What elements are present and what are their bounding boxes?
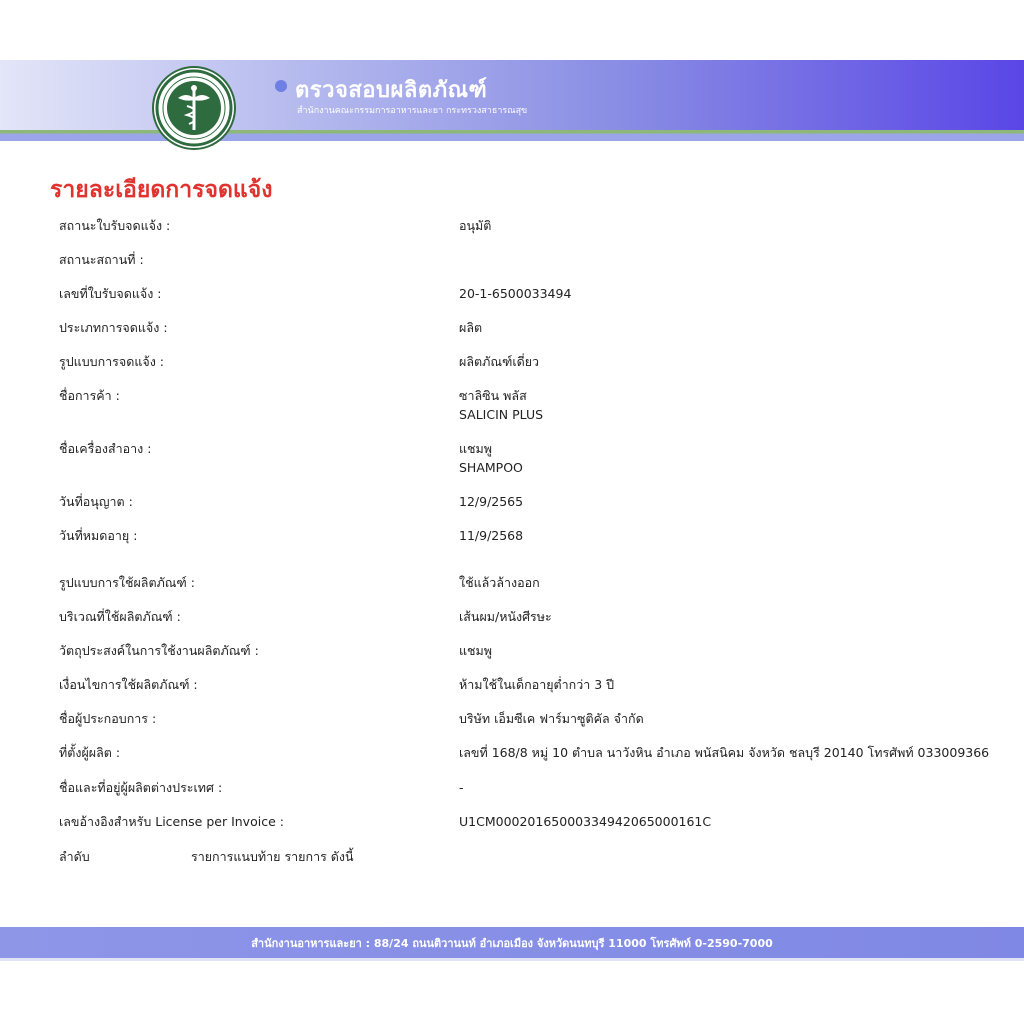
detail-value-en: SALICIN PLUS — [459, 407, 544, 422]
brand-dot-icon — [275, 80, 287, 92]
detail-value: 11/9/2568 — [459, 528, 524, 543]
detail-label: วัตถุประสงค์ในการใช้งานผลิตภัณฑ์ : — [59, 643, 259, 658]
detail-value: บริษัท เอ็มซีเค ฟาร์มาซูติคัล จำกัด — [459, 711, 644, 726]
seal-graphic-icon — [154, 68, 234, 148]
site-title[interactable]: ตรวจสอบผลิตภัณฑ์ — [295, 78, 488, 103]
detail-label: วันที่หมดอายุ : — [59, 528, 138, 543]
detail-value-th: ซาลิซิน พลัส — [459, 388, 527, 403]
page-title: รายละเอียดการจดแจ้ง — [50, 177, 273, 203]
attachment-text: รายการแนบท้าย รายการ ดังนี้ — [191, 849, 354, 864]
detail-label: ชื่อการค้า : — [59, 388, 120, 403]
detail-label: รูปแบบการจดแจ้ง : — [59, 354, 164, 369]
detail-value: - — [459, 780, 464, 795]
detail-value: ใช้แล้วล้างออก — [459, 575, 540, 590]
detail-label: บริเวณที่ใช้ผลิตภัณฑ์ : — [59, 609, 181, 624]
detail-label: ชื่อเครื่องสำอาง : — [59, 441, 152, 456]
detail-label: ชื่อและที่อยู่ผู้ผลิตต่างประเทศ : — [59, 780, 223, 795]
detail-value: 12/9/2565 — [459, 494, 524, 509]
detail-value: เลขที่ 168/8 หมู่ 10 ตำบล นาวังหิน อำเภอ พนัสนิคม จังหวัด ชลบุรี 20140 โทรศัพท์ 033009366 — [459, 745, 990, 760]
detail-value: อนุมัติ — [459, 218, 492, 233]
detail-value: ผลิตภัณฑ์เดี่ยว — [459, 354, 540, 369]
ministry-seal-logo-icon[interactable] — [152, 66, 236, 150]
detail-label: รูปแบบการใช้ผลิตภัณฑ์ : — [59, 575, 195, 590]
detail-value: เส้นผม/หนังศีรษะ — [459, 609, 552, 624]
detail-label: ที่ตั้งผู้ผลิต : — [59, 745, 121, 760]
footer-address: สำนักงานอาหารและยา : 88/24 ถนนติวานนท์ อำเภอเมือง จังหวัดนนทบุรี 11000 โทรศัพท์ 0-2590-7000 — [251, 936, 773, 950]
detail-value-en: SHAMPOO — [459, 460, 523, 475]
detail-label: สถานะใบรับจดแจ้ง : — [59, 218, 171, 233]
detail-label: เลขที่ใบรับจดแจ้ง : — [59, 286, 162, 301]
detail-label: สถานะสถานที่ : — [59, 252, 144, 267]
detail-label: วันที่อนุญาต : — [59, 494, 133, 509]
detail-value: ผลิต — [459, 320, 483, 335]
site-footer — [0, 927, 1024, 961]
detail-value: แชมพู — [459, 643, 493, 658]
detail-value: U1CM000201650003349420650001​61C — [459, 814, 712, 829]
detail-label: ประเภทการจดแจ้ง : — [59, 320, 168, 335]
detail-value: ห้ามใช้ในเด็กอายุต่ำกว่า 3 ปี — [459, 677, 615, 692]
detail-label: เงื่อนไขการใช้ผลิตภัณฑ์ : — [59, 677, 198, 692]
detail-label: ชื่อผู้ประกอบการ : — [59, 711, 157, 726]
site-subtitle: สำนักงานคณะกรรมการอาหารและยา กระทรวงสาธารณสุข — [297, 106, 528, 116]
detail-value: 20-1-6500033494 — [459, 286, 572, 301]
detail-value-th: แชมพู — [459, 441, 493, 456]
detail-label: เลขอ้างอิงสำหรับ License per Invoice : — [59, 814, 284, 829]
order-label: ลำดับ — [59, 849, 90, 864]
